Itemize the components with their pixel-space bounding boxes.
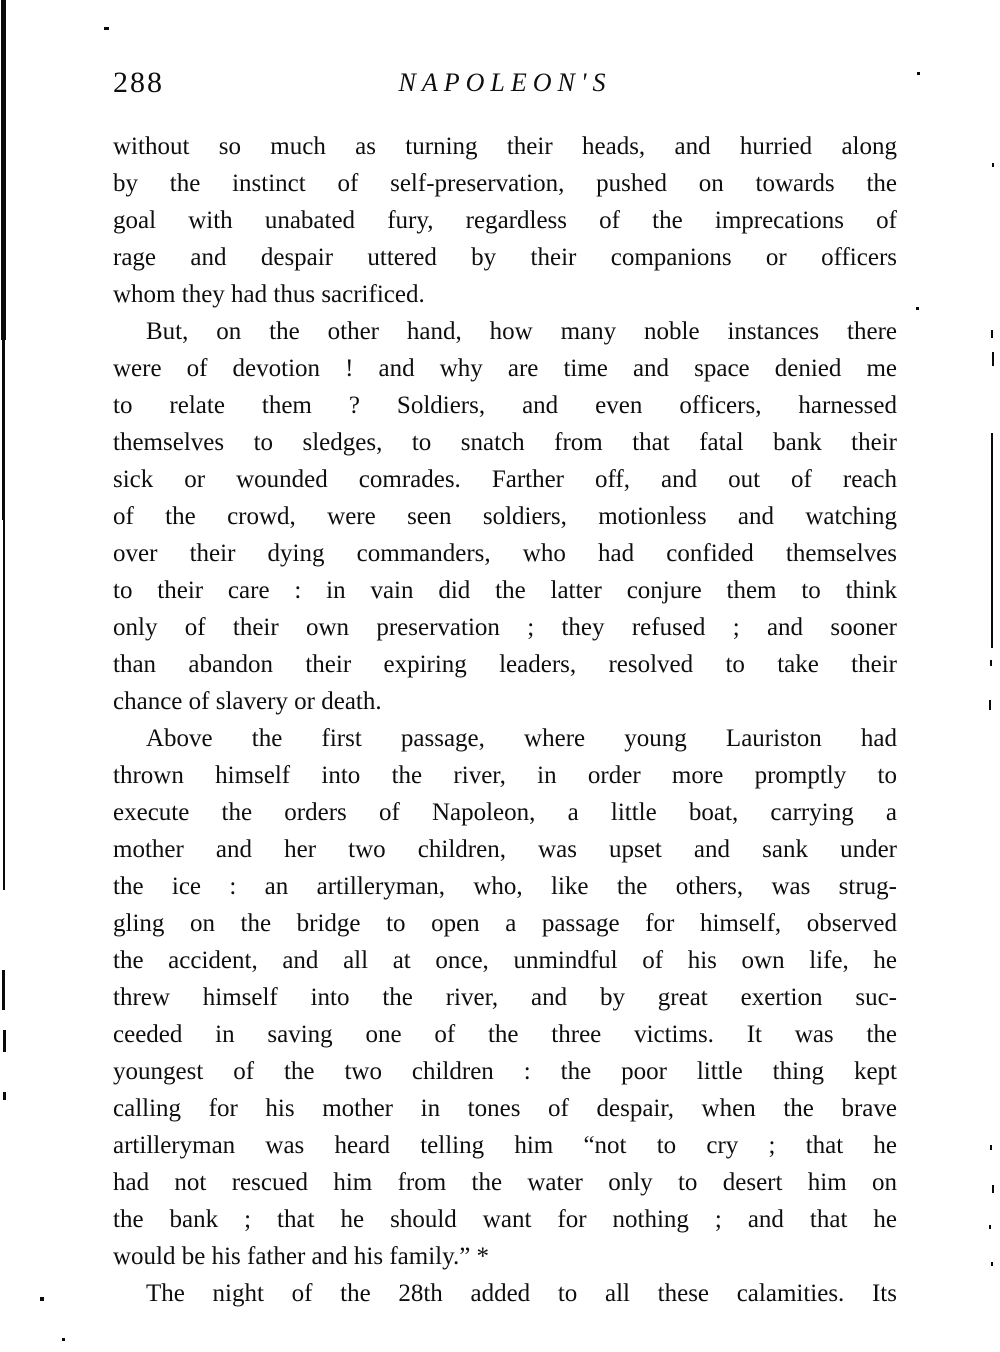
scan-artifact (104, 27, 109, 30)
text-line: But, on the other hand, how many noble instances there (146, 318, 897, 345)
text-line: than abandon their expiring leaders, resolved to take their (113, 651, 897, 678)
scan-artifact (992, 1185, 994, 1193)
scan-artifact (992, 163, 994, 167)
text-line: over their dying commanders, who had confided themselves (113, 540, 897, 567)
text-line: ceeded in saving one of the three victims. It was the (113, 1021, 897, 1048)
text-line: the accident, and all at once, unmindful of his own life, he (113, 947, 897, 974)
scan-artifact (40, 1297, 44, 1301)
text-line: thrown himself into the river, in order more promptly to (113, 762, 897, 789)
text-line: rage and despair uttered by their companions or officers (113, 244, 897, 271)
text-line: only of their own preservation ; they refused ; and sooner (113, 614, 897, 641)
text-line: chance of slavery or death. (113, 688, 382, 715)
text-line: had not rescued him from the water only to desert him on (113, 1169, 897, 1196)
text-line: execute the orders of Napoleon, a little boat, carrying a (113, 799, 897, 826)
scan-artifact (3, 520, 5, 890)
scan-artifact (991, 330, 993, 338)
scan-artifact (917, 72, 920, 75)
text-line: goal with unabated fury, regardless of the imprecations of (113, 207, 897, 234)
text-line: to their care : in vain did the latter conjure them to think (113, 577, 897, 604)
page-number: 288 (113, 66, 164, 99)
scan-artifact (991, 433, 993, 648)
scan-artifact (2, 340, 5, 520)
scan-artifact (992, 352, 994, 366)
text-line: The night of the 28th added to all these calamities. Its (146, 1280, 897, 1307)
text-line: without so much as turning their heads, and hurried along (113, 133, 897, 160)
scan-artifact (916, 307, 919, 310)
scan-artifact (2, 970, 5, 1010)
text-line: by the instinct of self-preservation, pushed on towards the (113, 170, 897, 197)
text-line: to relate them ? Soldiers, and even officers, harnessed (113, 392, 897, 419)
scan-artifact (3, 1030, 6, 1052)
scan-artifact (990, 1145, 992, 1150)
scan-artifact (989, 1225, 991, 1229)
text-line: mother and her two children, was upset and sank under (113, 836, 897, 863)
text-block (113, 128, 897, 1312)
scan-artifact (3, 1092, 6, 1100)
paragraph (113, 720, 897, 1275)
paragraph (113, 313, 897, 720)
text-line: calling for his mother in tones of despair, when the brave (113, 1095, 897, 1122)
text-line: would be his father and his family.” * (113, 1243, 490, 1270)
text-line: artilleryman was heard telling him “not to cry ; that he (113, 1132, 897, 1159)
text-line: youngest of the two children : the poor little thing kept (113, 1058, 897, 1085)
scan-artifact (62, 1338, 65, 1341)
running-title: NAPOLEON'S (398, 68, 612, 97)
text-line: Above the first passage, where young Lauriston had (146, 725, 897, 752)
page-header (113, 64, 897, 106)
scan-artifact (1, 0, 6, 340)
scan-artifact (989, 700, 991, 710)
text-line: were of devotion ! and why are time and space denied me (113, 355, 897, 382)
text-line: threw himself into the river, and by great exertion suc- (113, 984, 897, 1011)
text-line: themselves to sledges, to snatch from that fatal bank their (113, 429, 897, 456)
text-line: sick or wounded comrades. Farther off, and out of reach (113, 466, 897, 493)
text-line: of the crowd, were seen soldiers, motionless and watching (113, 503, 897, 530)
text-line: the bank ; that he should want for nothing ; and that he (113, 1206, 897, 1233)
scan-artifact (990, 660, 992, 666)
text-line: whom they had thus sacrificed. (113, 281, 425, 308)
text-line: gling on the bridge to open a passage for himself, observed (113, 910, 897, 937)
text-line: the ice : an artilleryman, who, like the others, was strug- (113, 873, 897, 900)
scan-artifact (991, 1262, 993, 1266)
paragraph (113, 1275, 897, 1312)
paragraph (113, 128, 897, 313)
